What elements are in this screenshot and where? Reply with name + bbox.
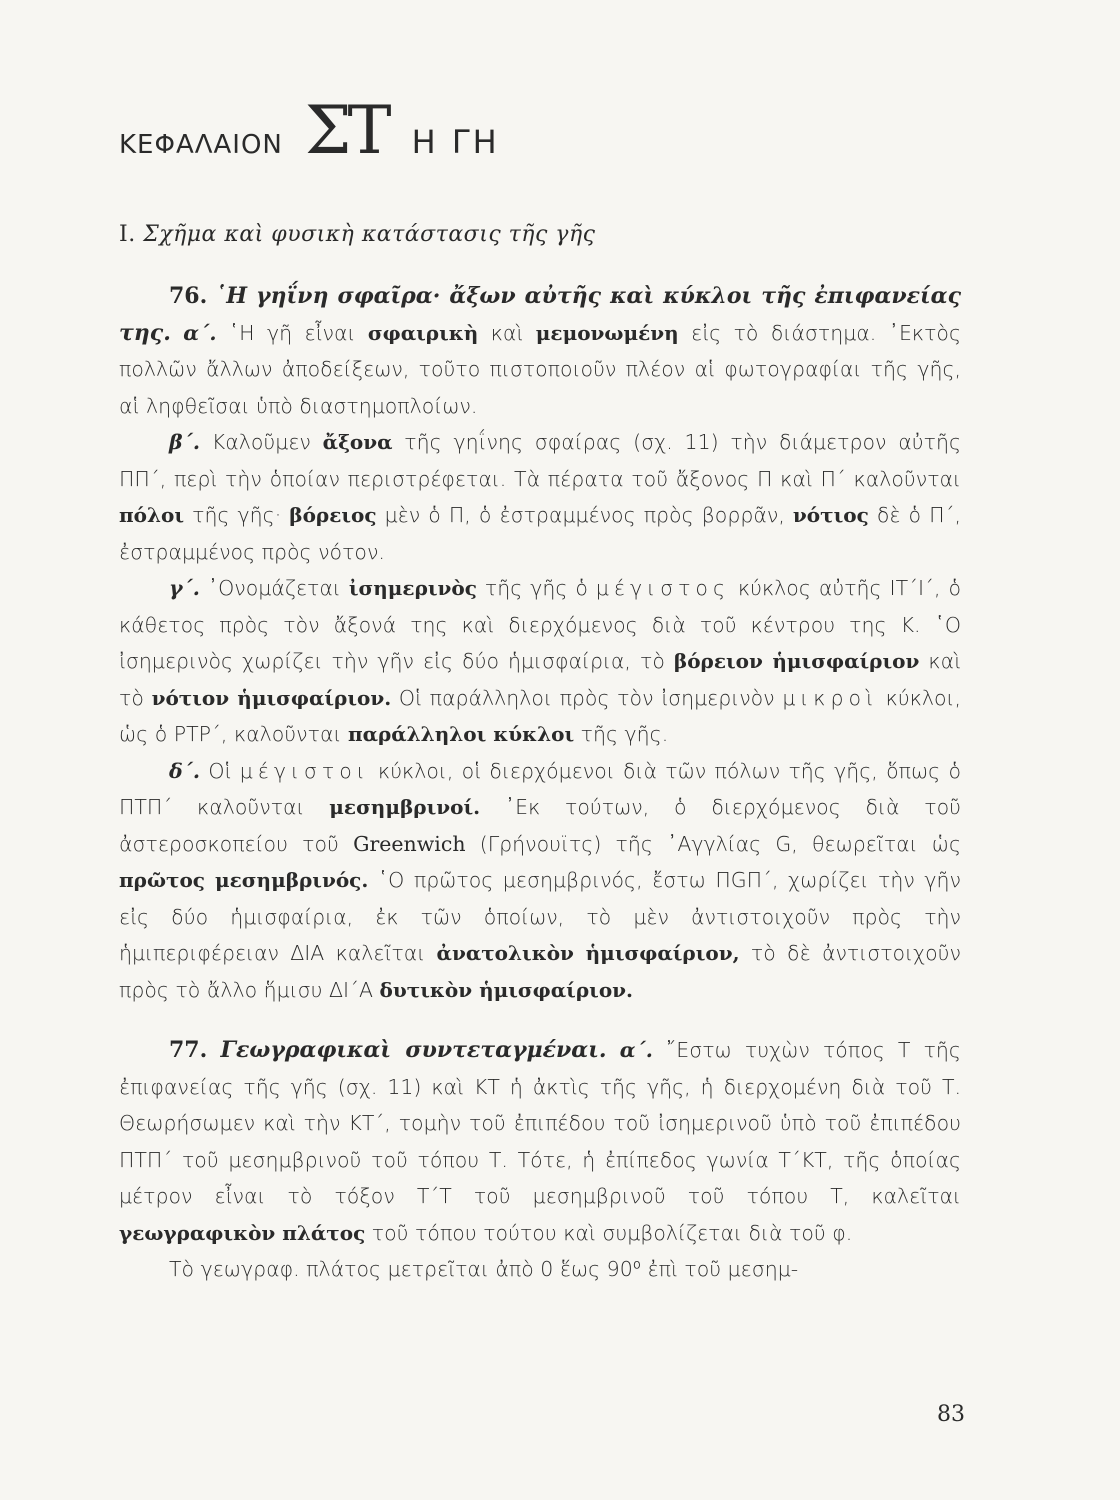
paragraph-76a xyxy=(119,278,961,424)
item-label: δ΄. xyxy=(169,758,201,783)
text: τοῦ τόπου τούτου καὶ συμβολίζεται διὰ τοῦ φ. xyxy=(365,1220,853,1245)
chapter-header xyxy=(119,92,500,169)
paragraph-76b xyxy=(119,424,961,570)
paragraph-76d xyxy=(119,753,961,1009)
item-label: α΄. xyxy=(619,1038,653,1062)
text: ῎Εστω τυχὼν τόπος Τ τῆς ἐπιφανείας τῆς γῆς (σχ. 11) καὶ ΚΤ ἡ ἀκτὶς τῆς γῆς, ἡ διερχομένη διὰ τοῦ Τ. Θεωρήσωμεν καὶ τὴν ΚΤ΄, τομὴν τοῦ ἐπιπέδου τοῦ ἰσημερινοῦ ὑπὸ τοῦ ἐπιπέδου ΠΤΠ΄ τοῦ μεσημβρινοῦ τοῦ τόπου Τ. Τότε, ἡ ἐπίπεδος γωνία Τ΄ΚΤ, τῆς ὁποίας μέτρον εἶναι τὸ τόξον Τ΄Τ τοῦ μεσημβρινοῦ τοῦ τόπου Τ, καλεῖται xyxy=(119,1038,961,1208)
text: τῆς γηΐνης σφαίρας (σχ. 11) τὴν διάμετρον αὐτῆς ΠΠ΄, περὶ τὴν ὁποίαν περιστρέφεται. Τὰ πέρατα τοῦ ἄξονος Π καὶ Π΄ καλοῦνται xyxy=(119,430,961,491)
bold-term: νότιος xyxy=(792,503,869,527)
bold-term: νότιον ἡμισφαίριον. xyxy=(151,685,392,710)
bold-term: μεσημβρινοί. xyxy=(329,795,481,819)
bold-term: σφαιρικὴ xyxy=(367,320,479,345)
page-number: 83 xyxy=(937,1402,965,1427)
para-heading: ῾Η γηΐνη σφαῖρα· ἄξων αὐτῆς καὶ κύκλοι τῆς ἐπιφανείας της. xyxy=(119,283,961,346)
bold-term: μεμονωμένη xyxy=(535,320,679,345)
para-number: 76. xyxy=(169,283,208,309)
paragraph-77-last: Τὸ γεωγραφ. πλάτος μετρεῖται ἀπὸ 0 ἕως 90⁰ ἐπὶ τοῦ μεσημ- xyxy=(169,1257,799,1281)
chapter-label: ΚΕΦΑΛΑΙΟΝ xyxy=(119,130,283,160)
text: ῾Ο πρῶτος μεσημβρινός, ἔστω ΠGΠ΄, χωρίζει τὴν γῆν εἰς δύο ἡμισφαίρια, ἐκ τῶν ὁποίων, τὸ μὲν ἀντιστοιχοῦν πρὸς τὴν ἡμιπεριφέρειαν ΔΙΑ καλεῖται xyxy=(119,868,961,965)
section-roman: Ι. xyxy=(119,222,136,247)
bold-term: δυτικὸν ἡμισφαίριον. xyxy=(379,977,633,1002)
bold-term: παράλληλοι κύκλοι xyxy=(347,722,575,746)
bold-term: πόλοι xyxy=(119,503,185,527)
latin-term: Greenwich xyxy=(353,831,466,856)
text: Οἱ xyxy=(200,758,240,783)
text: κύκλοι, ὡς ὁ ΡΤΡ΄, καλοῦνται xyxy=(119,685,961,746)
text: καὶ xyxy=(478,320,536,345)
spaced-term: μέγιστοι xyxy=(239,758,370,783)
paragraph-77a xyxy=(119,1032,961,1251)
text: δὲ ὁ Π΄, ἐστραμμένος πρὸς νότον. xyxy=(119,503,961,564)
section-heading xyxy=(119,222,595,247)
text: Καλοῦμεν xyxy=(200,430,323,454)
chapter-number: ΣΤ xyxy=(304,92,388,169)
text: εἰς τὸ διάστημα. ᾿Εκτὸς πολλῶν ἄλλων ἀποδείξεων, τοῦτο πιστοποιοῦν πλέον αἱ φωτογραφίαι τῆς γῆς, αἱ ληφθεῖσαι ὑπὸ διαστημοπλοίων. xyxy=(119,320,961,418)
spaced-term: μέγιστος xyxy=(595,576,730,600)
item-label: γ΄. xyxy=(169,576,200,600)
bold-term: βόρειος xyxy=(289,503,377,527)
spaced-term: μικροὶ xyxy=(782,685,878,710)
bold-term: γεωγραφικὸν πλάτος xyxy=(119,1220,366,1245)
bold-term: πρῶτος μεσημβρινός. xyxy=(119,868,369,892)
text: Οἱ παράλληλοι πρὸς τὸν ἰσημερινὸν xyxy=(391,685,783,710)
text: ᾿Ονομάζεται xyxy=(199,576,349,600)
text: ῾Η γῆ εἶναι xyxy=(216,320,368,345)
text: τὸ δὲ ἀντιστοιχοῦν πρὸς τὸ ἄλλο ἥμισυ ΔΙ΄Α xyxy=(119,941,961,1002)
chapter-title: Η ΓΗ xyxy=(411,123,500,161)
section-title: Σχῆμα καὶ φυσικὴ κατάστασις τῆς γῆς xyxy=(143,222,596,247)
bold-term: ἀνατολικὸν ἡμισφαίριον, xyxy=(436,941,740,965)
text: τῆς γῆς ὁ xyxy=(476,576,596,600)
text: (Γρήνουϊτς) τῆς ᾿Αγγλίας G, θεωρεῖται ὡς xyxy=(465,831,962,856)
bold-term: ἄξονα xyxy=(322,430,393,454)
para-number: 77. xyxy=(169,1037,208,1063)
text: τῆς γῆς· xyxy=(184,503,290,527)
text: ᾿Εκ τούτων, ὁ διερχόμενος διὰ τοῦ ἀστεροσκοπείου τοῦ xyxy=(119,795,962,856)
text: τῆς γῆς. xyxy=(574,722,669,746)
bold-term: ἰσημερινὸς xyxy=(348,576,477,600)
paragraph-76g xyxy=(119,570,961,753)
text: μὲν ὁ Π, ὁ ἐστραμμένος πρὸς βορρᾶν, xyxy=(376,503,793,527)
item-label: β΄. xyxy=(169,430,201,454)
bold-term: βόρειον ἡμισφαίριον xyxy=(673,649,920,673)
item-label: α΄. xyxy=(183,320,217,345)
para-heading: Γεωγραφικαὶ συντεταγμέναι. xyxy=(220,1037,607,1063)
text: κύκλοι, οἱ διερχόμενοι διὰ τῶν πόλων τῆς γῆς, ὅπως ὁ ΠΤΠ΄ καλοῦνται xyxy=(119,758,961,819)
text: κύκλος αὐτῆς ΙΤ΄Ι΄, ὁ κάθετος πρὸς τὸν ἄξονά της καὶ διερχόμενος διὰ τοῦ κέντρου της Κ. ῾Ο ἰσημερινὸς χωρίζει τὴν γῆν εἰς δύο ἡμισφαίρια, τὸ xyxy=(119,576,961,673)
text: καὶ τὸ xyxy=(119,649,962,710)
body-text xyxy=(119,278,961,1288)
